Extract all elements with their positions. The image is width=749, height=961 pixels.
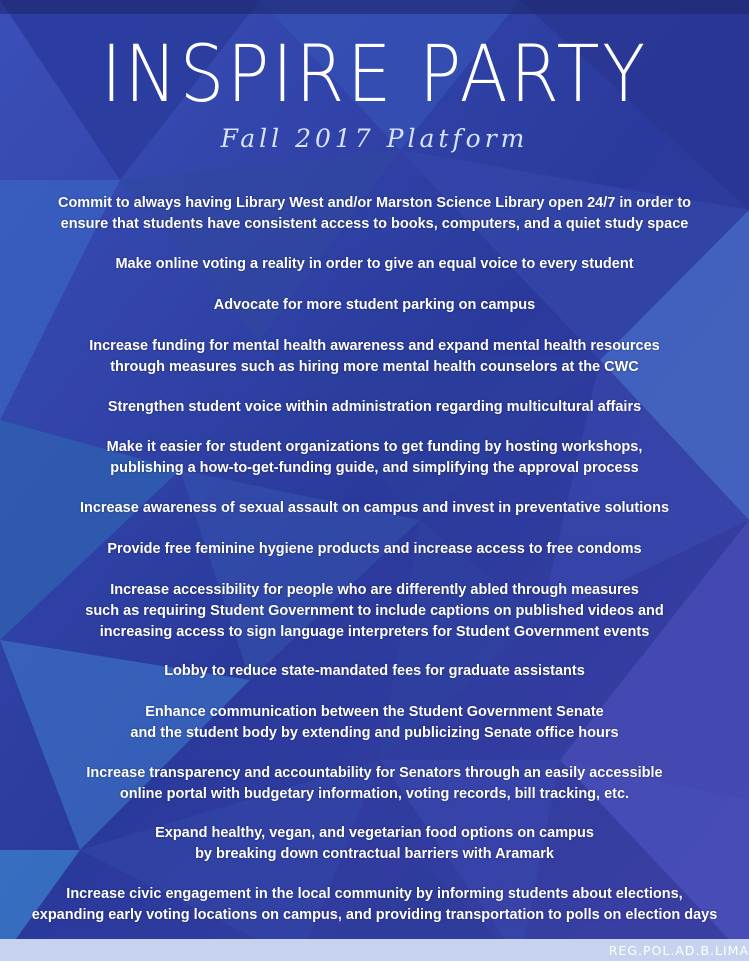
- platform-item: [20, 254, 729, 275]
- platform-item-line: Increase funding for mental health awareness and expand mental health resources: [89, 338, 660, 354]
- platform-item-line: Make online voting a reality in order to give an equal voice to every student: [115, 256, 634, 272]
- platform-item: [20, 539, 729, 560]
- platform-item: [20, 763, 729, 805]
- platform-item: [20, 437, 729, 479]
- platform-item-line: Strengthen student voice within administration regarding multicultural affairs: [107, 399, 642, 415]
- platform-item: [20, 580, 729, 643]
- platform-item: [20, 661, 729, 682]
- platform-item: [20, 498, 729, 519]
- poster-title: INSPIRE PARTY: [101, 30, 648, 120]
- platform-item-line: Commit to always having Library West and/or Marston Science Library open 24/7 in order to: [57, 195, 692, 211]
- platform-item-line: publishing a how-to-get-funding guide, and simplifying the approval process: [110, 460, 639, 476]
- credit-text: REG.POL.AD.B.LIMA: [608, 943, 749, 958]
- platform-item-line: Make it easier for student organizations to get funding by hosting workshops,: [106, 439, 643, 455]
- platform-item-line: by breaking down contractual barriers with Aramark: [195, 846, 554, 862]
- platform-item-line: Expand healthy, vegan, and vegetarian food options on campus: [155, 825, 594, 841]
- platform-item-line: Enhance communication between the Student Government Senate: [145, 704, 604, 720]
- platform-item: [20, 884, 729, 926]
- platform-item-line: increasing access to sign language interpreters for Student Government events: [99, 624, 650, 640]
- platform-item: [20, 295, 729, 316]
- platform-item-line: through measures such as hiring more mental health counselors at the CWC: [110, 359, 639, 375]
- platform-item: [20, 336, 729, 378]
- platform-item-line: Increase transparency and accountability for Senators through an easily accessible: [86, 765, 663, 781]
- platform-item-line: Increase awareness of sexual assault on campus and invest in preventative solutions: [79, 500, 670, 516]
- platform-item: [20, 702, 729, 744]
- platform-item-line: such as requiring Student Government to include captions on published videos and: [85, 603, 664, 619]
- platform-item-line: ensure that students have consistent access to books, computers, and a quiet study space: [60, 216, 689, 232]
- poster-subtitle: Fall 2017 Platform: [220, 124, 529, 153]
- platform-item: [20, 397, 729, 418]
- platform-item: [20, 193, 729, 235]
- platform-item-line: Provide free feminine hygiene products and increase access to free condoms: [107, 541, 642, 557]
- platform-item: [20, 823, 729, 865]
- platform-item-line: expanding early voting locations on campus, and providing transportation to polls on election days: [31, 907, 718, 923]
- platform-item-line: Lobby to reduce state-mandated fees for graduate assistants: [164, 663, 585, 679]
- platform-item-line: online portal with budgetary information, voting records, bill tracking, etc.: [119, 786, 630, 802]
- platform-item-line: Advocate for more student parking on campus: [213, 297, 536, 313]
- platform-item-line: Increase civic engagement in the local community by informing students about elections,: [66, 886, 683, 902]
- platform-item-line: and the student body by extending and publicizing Senate office hours: [130, 725, 619, 741]
- platform-item-line: Increase accessibility for people who are differently abled through measures: [110, 582, 639, 598]
